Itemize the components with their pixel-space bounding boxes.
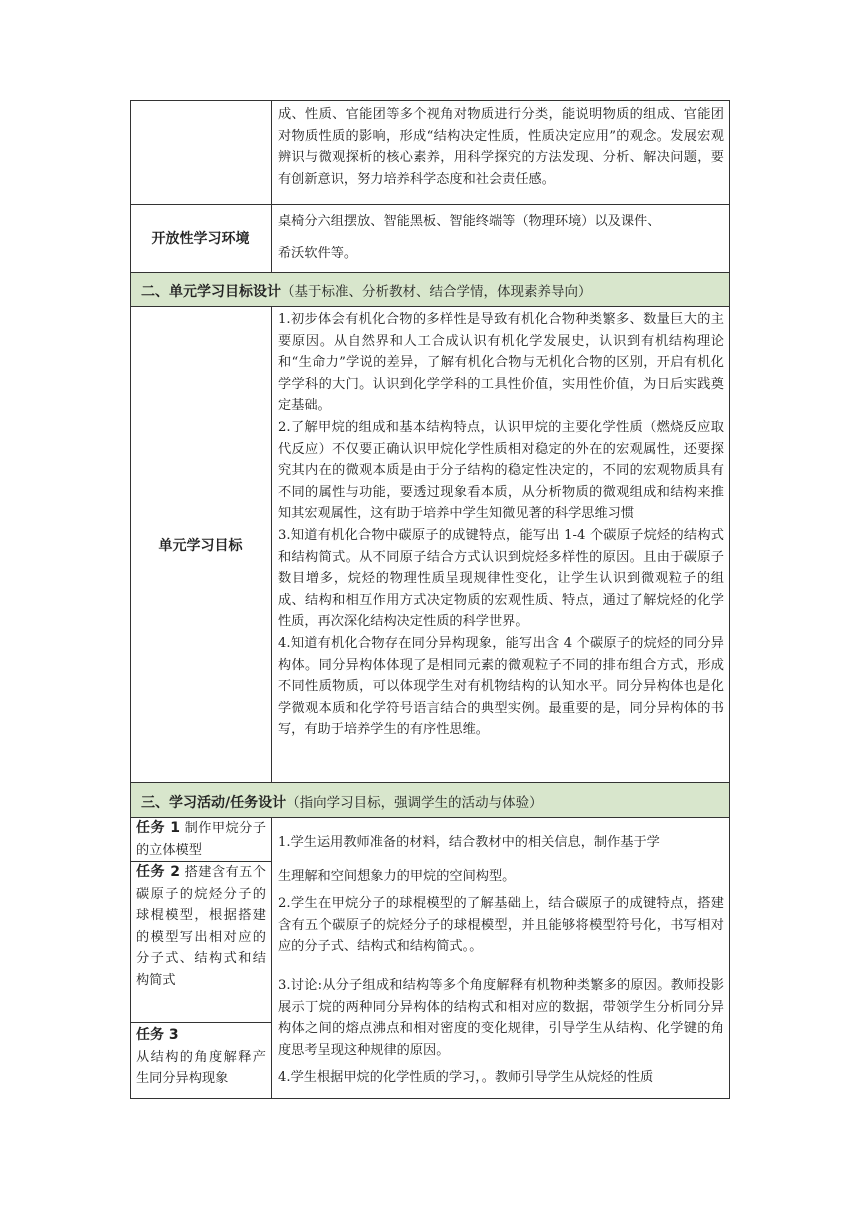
activity-2: 2.学生在甲烷分子的球棍模型的了解基础上，结合碳原子的成键特点，搭建含有五个碳原子的烷烃分子的球棍模型，并且能够将模型符号化，书写相对应的分子式、结构式和结构简式。。 [278, 896, 724, 955]
activity-4: 4.学生根据甲烷的化学性质的学习，。教师引导学生从烷烃的性质 [278, 1070, 654, 1085]
activity-3: 3.讨论:从分子组成和结构等多个角度解释有机物种类繁多的原因。教师投影展示丁烷的两种同分异构体的结构式和相对应的数据，带领学生分析同分异构体之间的熔点沸点和相对密度的变化规律，引导学生从结构、化学键的角度思考呈现这种规律的原因。 [278, 978, 724, 1058]
task-1 [136, 818, 266, 861]
unit-goal-item: 3.知道有机化合物中碳原子的成键特点，能写出 1-4 个碳原子烷烃的结构式和结构简式。从不同原子结合方式认识到烷烃多样性的原因。且由于碳原子数目增多，烷烃的物理性质呈现规律性变化，让学生认识到微观粒子的组成、结构和相互作用方式决定物质的宏观性质、特点，通过了解烷烃的化学性质，再次深化结构决定性质的科学世界。 [278, 527, 724, 630]
task-3-text: 从结构的角度解释产生同分异构现象 [136, 1049, 266, 1087]
task-1-text: 制作甲烷分子的立体模型 [136, 821, 266, 858]
section-3-subtitle: （指向学习目标，强调学生的活动与体验） [286, 795, 543, 811]
task-2 [136, 862, 266, 992]
task-2-text: 搭建含有五个碳原子的烷烃分子的球棍模型，根据搭建的模型写出相对应的分子式、结构式和结构简式 [136, 865, 266, 988]
col-divider [271, 817, 272, 1098]
activity-1-line-2: 生理解和空间想象力的甲烷的空间构型。 [278, 869, 516, 884]
intro-paragraph: 成、性质、官能团等多个视角对物质进行分类，能说明物质的组成、官能团对物质性质的影响，形成“结构决定性质，性质决定应用”的观念。发展宏观辨识与微观探析的核心素养，用科学探究的方法发现、分析、解决问题，要有创新意识，努力培养科学态度和社会责任感。 [278, 107, 724, 187]
row-divider [130, 204, 730, 205]
unit-goal-item: 4.知道有机化合物存在同分异构现象，能写出含 4 个碳原子的烷烃的同分异构体。同分异构体体现了是相同元素的微观粒子不同的排布组合方式，形成不同性质物质，可以体现学生对有机物结构的认知水平。同分异构体也是化学微观本质和化学符号语言结合的典型实例。最重要的是，同分异构体的书写，有助于培养学生的有序性思维。 [278, 635, 724, 738]
environment-label: 开放性学习环境 [151, 231, 250, 247]
row-divider [130, 306, 730, 307]
unit-goal-item: 1.初步体会有机化合物的多样性是导致有机化合物种类繁多、数量巨大的主要原因。从自然界和人工合成认识有机化学发展史，认识到有机结构理论和“生命力”学说的差异，了解有机化合物与无机化合物的区别，开启有机化学学科的大门。认识到化学学科的工具性价值，实用性价值，为日后实践奠定基础。 [278, 312, 724, 414]
task-3-head: 任务 3 [136, 1027, 179, 1043]
col-divider [271, 100, 272, 204]
task-divider [130, 1022, 271, 1023]
col-divider [271, 306, 272, 782]
section-2-title: 二、单元学习目标设计 [141, 284, 281, 300]
task-1-head: 任务 1 [136, 820, 180, 836]
unit-goals-list [278, 309, 724, 741]
activity-1-line-1: 1.学生运用教师准备的材料，结合教材中的相关信息，制作基于学 [278, 835, 660, 850]
col-divider [271, 204, 272, 272]
unit-goals-label: 单元学习目标 [158, 538, 243, 554]
unit-goal-item: 2.了解甲烷的组成和基本结构特点，认识甲烷的主要化学性质（燃烧反应取代反应）不仅要正确认识甲烷化学性质相对稳定的外在的宏观属性，还要探究其内在的微观本质是由于分子结构的稳定性决定的，不同的宏观物质具有不同的属性与功能，要透过现象看本质，从分析物质的微观组成和结构来推知其宏观属性，这有助于培养中学生知微见著的科学思维习惯 [278, 419, 724, 522]
section-2-header [131, 273, 729, 306]
environment-line-1: 桌椅分六组摆放、智能黑板、智能终端等（物理环境）以及课件、 [278, 214, 661, 229]
section-3-header [131, 783, 729, 817]
table-top-border [130, 100, 730, 101]
task-3 [136, 1025, 266, 1090]
task-2-head: 任务 2 [136, 864, 180, 880]
environment-line-2: 希沃软件等。 [278, 246, 358, 261]
section-3-title: 三、学习活动/任务设计 [141, 795, 287, 811]
section-2-subtitle: （基于标准、分析教材、结合学情，体现素养导向） [281, 284, 592, 300]
